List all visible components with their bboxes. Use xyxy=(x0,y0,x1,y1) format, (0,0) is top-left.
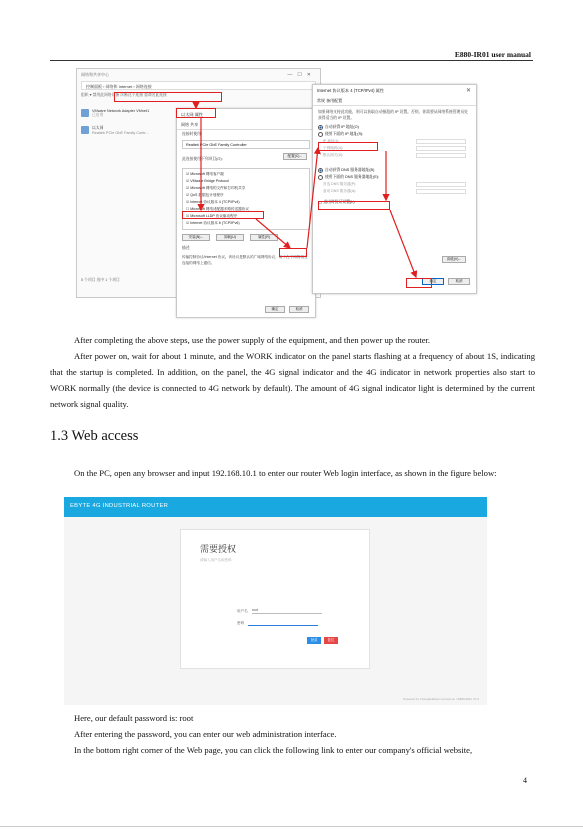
list-item[interactable]: ☑ QoS 数据包计划程序 xyxy=(186,193,224,197)
list-item[interactable]: ☑ Microsoft LLDP 协议驱动程序 xyxy=(186,214,238,218)
paragraph: After completing the above steps, use the power supply of the equipment, and then power up the router. xyxy=(74,335,431,345)
dns1-field: 首选 DNS 服务器(P): xyxy=(323,182,466,187)
paragraph: In the bottom right corner of the Web page, you can click the following link to enter our company's official website, xyxy=(74,745,473,755)
uninstall-button[interactable]: 卸载(U) xyxy=(216,234,244,241)
window-controls[interactable]: —☐✕ xyxy=(287,72,316,78)
adapter-field: Realtek PCIe GbE Family Controller xyxy=(182,140,310,149)
login-footer[interactable]: Powered by ChengduEbyte connect.eu / E880-IR01 V1.0 xyxy=(403,697,479,701)
login-card xyxy=(180,529,370,669)
header-rule xyxy=(50,60,533,61)
password-label: 密码 xyxy=(237,620,245,625)
dns2-field: 备用 DNS 服务器(A): xyxy=(323,189,466,194)
footer-rule xyxy=(0,826,583,827)
close-icon[interactable]: ✕ xyxy=(465,88,471,94)
network-settings-screenshot xyxy=(76,68,486,320)
description-text: 传输控制协议/Internet 协议。该协议是默认的广域网络协议，用于在不同的相互连接的网络上通信。 xyxy=(182,255,308,265)
gateway-field: 默认网关(D): xyxy=(323,153,466,158)
paragraph: After power on, wait for about 1 minute, and the WORK indicator on the panel starts flashing at a frequency of about 1S, indicating that the startup is completed. In addition, on the panel, the 4G signal indicator and the 4G indicator in network properties also start to WORK normally (the device is connected to 4G network by default). The amount of 4G signal indicator light is determined by the current network signal quality. xyxy=(50,351,535,409)
brand-bar: EBYTE 4G INDUSTRIAL ROUTER xyxy=(64,497,487,517)
address-bar[interactable]: 控制面板 › 网络和 Internet › 网络连接 xyxy=(81,81,316,90)
paragraph: Here, our default password is: root xyxy=(74,713,194,723)
advanced-button[interactable]: 高级(V)... xyxy=(442,256,466,263)
adapter-status: Realtek PCIe GbE Family Contr... xyxy=(92,131,149,135)
properties-button[interactable]: 属性(R) xyxy=(250,234,278,241)
auto-ip-option[interactable]: 自动获得 IP 地址(O) xyxy=(318,125,471,130)
reset-button[interactable]: 复位 xyxy=(324,637,338,644)
ok-button[interactable]: 确定 xyxy=(265,306,285,313)
list-item[interactable]: ☑ Microsoft 网络客户端 xyxy=(186,172,224,176)
adapter-name: 以太网 xyxy=(92,126,104,130)
login-subtitle: 请输入用户名和密码 xyxy=(200,558,232,562)
mask-field: 子网掩码(U): xyxy=(323,146,466,151)
username-row xyxy=(237,608,322,614)
dialog-tabs[interactable]: 网络 共享 xyxy=(177,121,315,130)
ip-field: IP 地址(I): xyxy=(323,139,466,144)
annotation-arrows xyxy=(76,68,486,320)
cancel-button[interactable]: 取消 xyxy=(448,278,470,285)
list-item[interactable]: ☐ Microsoft 网络适配器多路传送器协议 xyxy=(186,207,249,211)
ipv4-info-text: 如果网络支持此功能，则可以获取自动指派的 IP 设置。否则，你需要从网络系统管理员处获得适当的 IP 设置。 xyxy=(318,110,468,120)
list-item[interactable]: ☑ Internet 协议版本 4 (TCP/IPv4) xyxy=(186,200,240,204)
description-title: 描述 xyxy=(182,246,190,250)
paragraph: After entering the password, you can enter our web administration interface. xyxy=(74,729,337,739)
login-title: 需要授权 xyxy=(200,545,237,555)
username-label: 用户名 xyxy=(237,608,248,613)
auto-dns-option[interactable]: 自动获得 DNS 服务器地址(B) xyxy=(318,168,471,173)
validate-checkbox[interactable]: ☐ 退出时验证设置(L) xyxy=(318,200,355,205)
page-header: E880-IR01 user manual xyxy=(454,50,531,59)
cancel-button[interactable]: 取消 xyxy=(289,306,309,313)
dialog-title: Internet 协议版本 4 (TCP/IPv4) 属性 xyxy=(317,88,385,93)
manual-ip-option[interactable]: 使用下面的 IP 地址(S): xyxy=(318,132,471,137)
paragraph: On the PC, open any browser and input 192.168.10.1 to enter our router Web login interface, as shown in the figure below: xyxy=(74,468,497,478)
page-number: 4 xyxy=(523,776,527,785)
username-input[interactable]: root xyxy=(252,608,322,614)
section-heading: 1.3 Web access xyxy=(50,428,139,444)
login-button[interactable]: 登录 xyxy=(307,637,321,644)
dialog-tabs[interactable]: 常规 备用配置 xyxy=(313,97,476,106)
list-item[interactable]: ☑ Microsoft 网络的文件和打印机共享 xyxy=(186,186,246,190)
password-input[interactable] xyxy=(248,620,318,626)
ok-button[interactable]: 确定 xyxy=(422,278,444,285)
list-item[interactable]: ☑ Internet 协议版本 6 (TCP/IPv6) xyxy=(186,221,240,225)
dialog-title: 以太网 属性 xyxy=(181,112,204,117)
configure-button[interactable]: 配置(C)... xyxy=(283,153,307,160)
list-item[interactable]: ☑ VMware Bridge Protocol xyxy=(186,179,229,183)
connect-using-label: 连接时使用: xyxy=(182,132,203,136)
items-label: 此连接使用下列项目(O): xyxy=(182,157,223,161)
adapter-name: VMware Network Adapter VMnet1 xyxy=(92,109,150,113)
manual-dns-option[interactable]: 使用下面的 DNS 服务器地址(E): xyxy=(318,175,471,180)
explorer-title: 网络和共享中心 xyxy=(81,72,109,77)
status-bar: 5 个项目 选中 1 个项目 xyxy=(81,278,120,282)
adapter-status: 已启用 xyxy=(92,113,104,117)
password-row xyxy=(237,620,318,626)
explorer-toolbar[interactable]: 组织 ▾ 禁用此网络设备 诊断这个连接 重命名此连接 xyxy=(81,93,167,97)
router-login-screenshot xyxy=(64,497,487,705)
login-buttons xyxy=(307,637,338,644)
install-button[interactable]: 安装(N)... xyxy=(182,234,210,241)
